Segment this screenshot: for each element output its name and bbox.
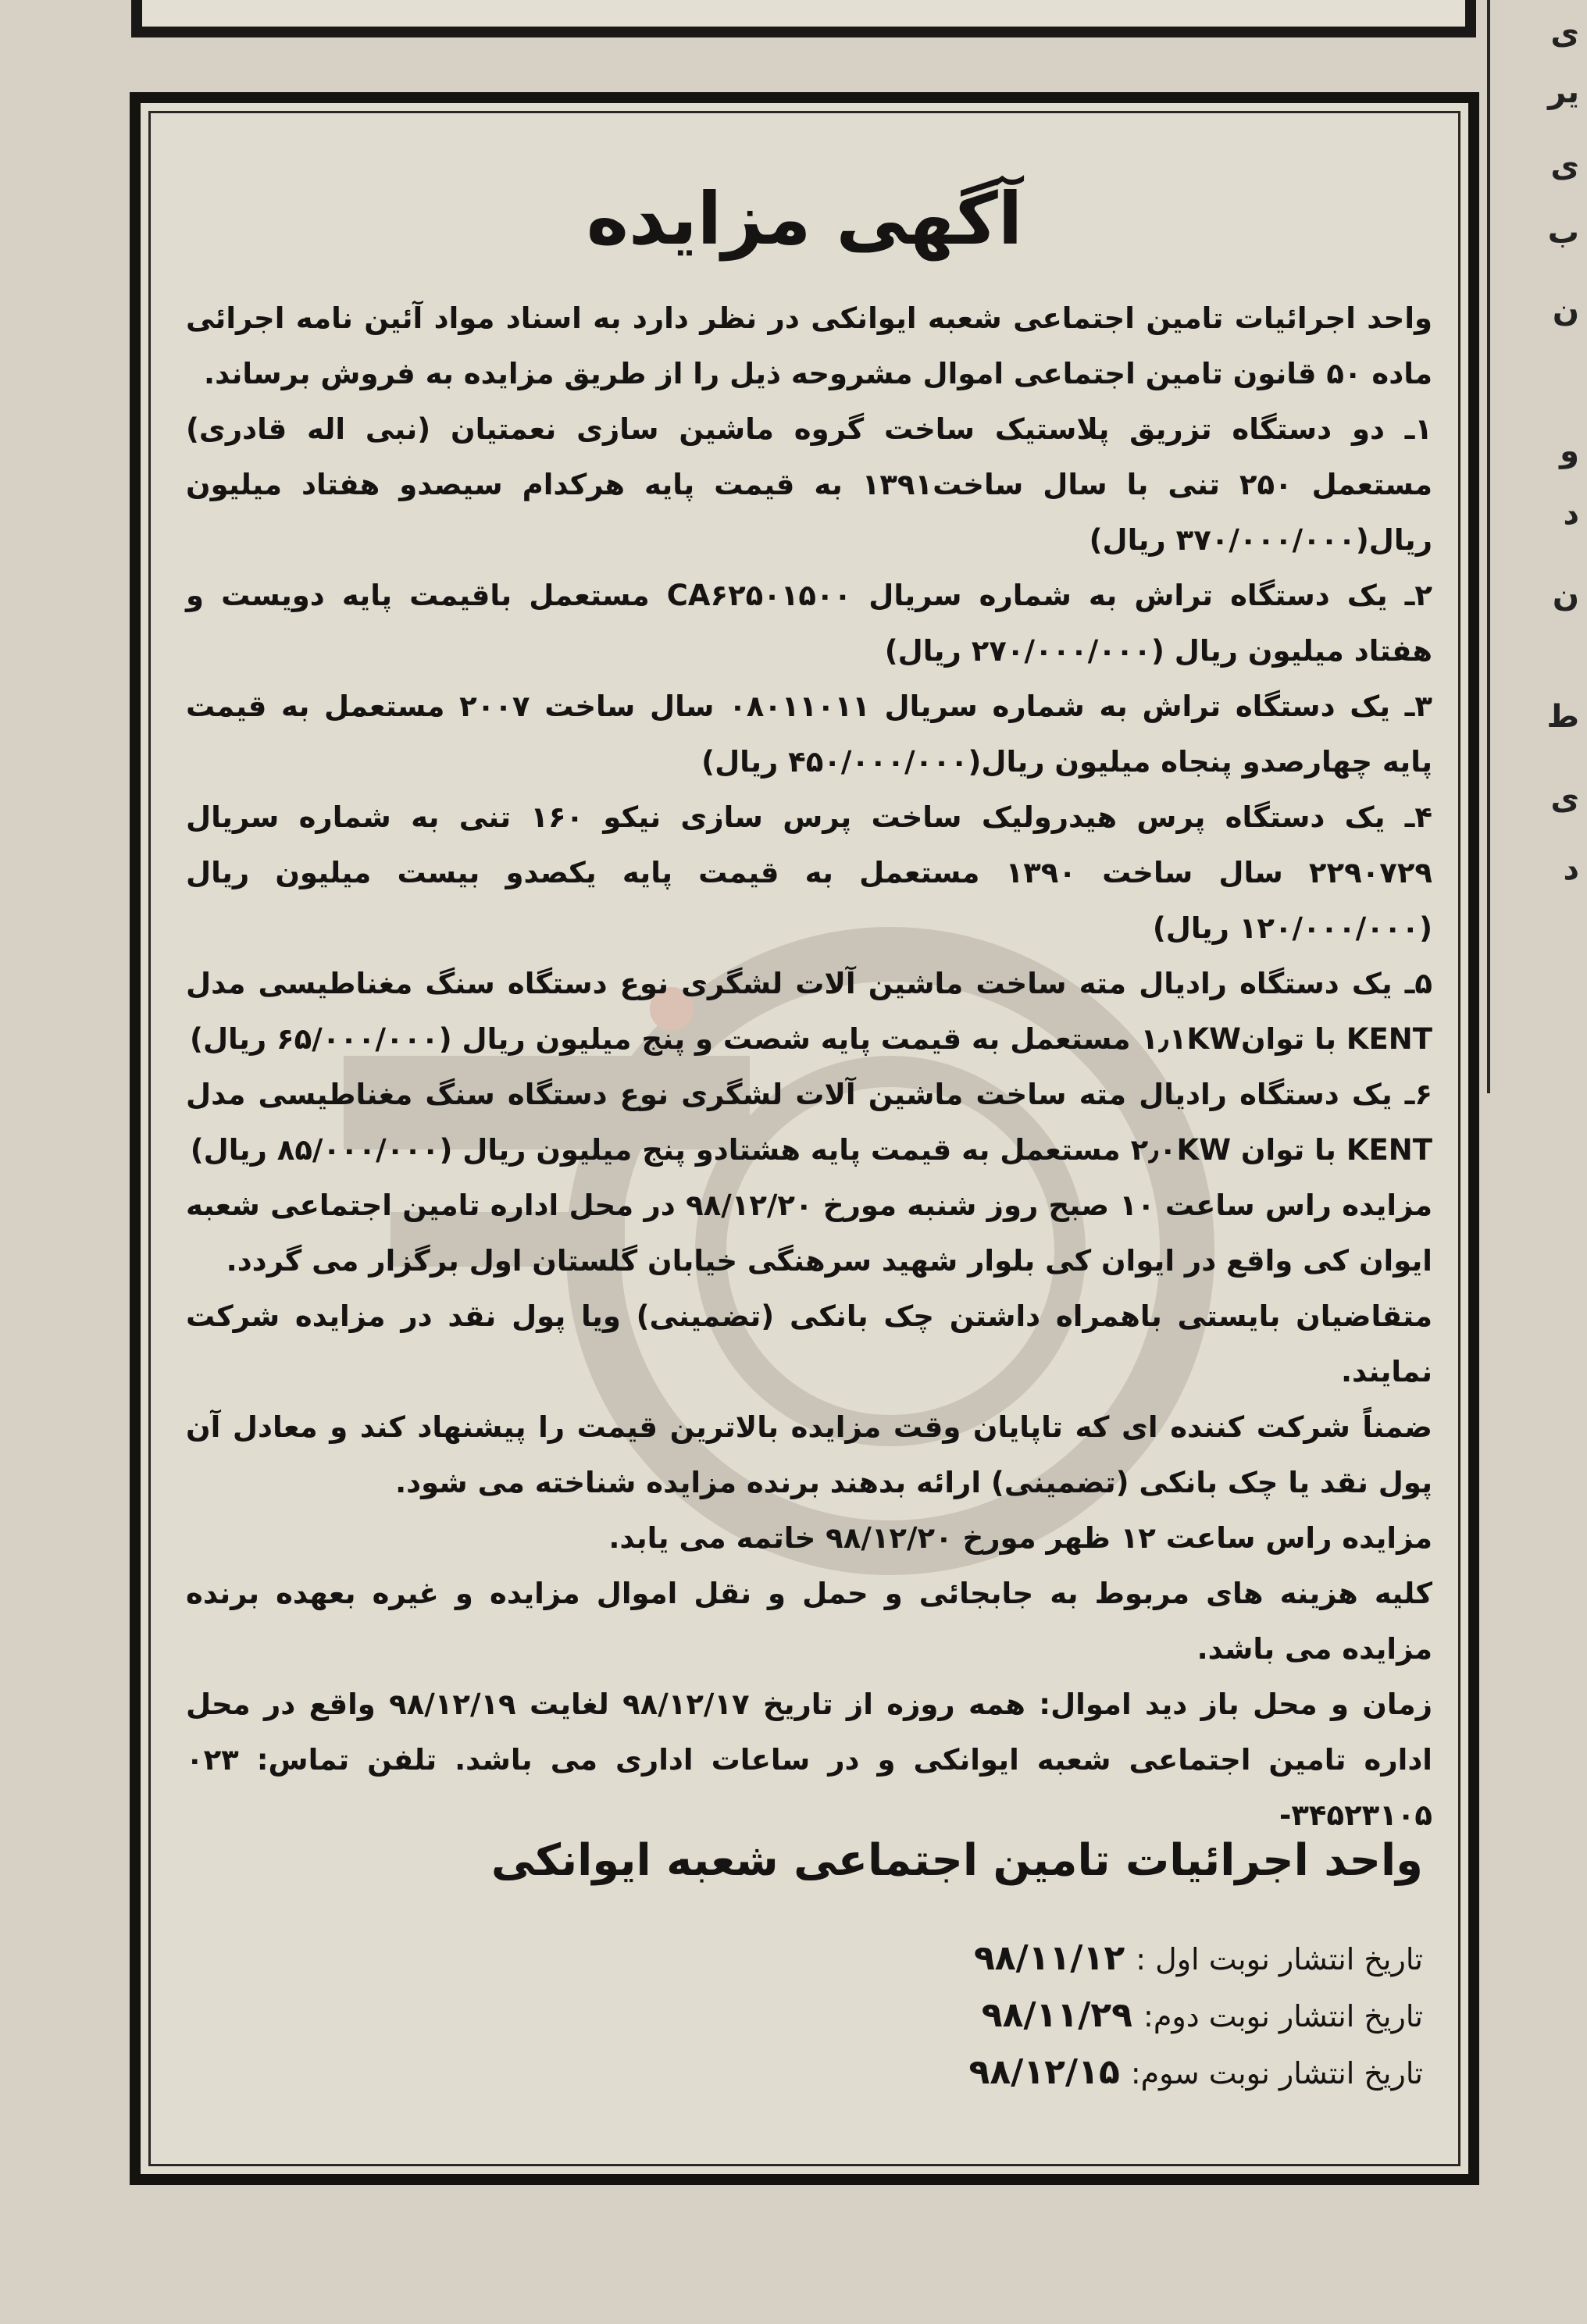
side-fragment: ی	[1550, 148, 1579, 184]
publish-date-row	[861, 1930, 1423, 1987]
list-item: ۳ـ یک دستگاه تراش به شماره سریال ۰۸۰۱۱۰۱۱ سال ساخت ۲۰۰۷ مستعمل به قیمت پایه چهارصدو پنجاه میلیون ریال(۴۵۰/۰۰۰/۰۰۰ ریال)	[186, 690, 1432, 779]
publish-date-label: تاریخ انتشار نوبت سوم:	[1130, 2056, 1423, 2091]
publish-date-value: ۹۸/۱۱/۱۲	[973, 1938, 1125, 1978]
intro-org: واحد اجرائیات تامین اجتماعی شعبه ایوانکی	[811, 301, 1432, 335]
notice-title: آگهی مزایده	[586, 177, 1023, 261]
winner-paragraph: ضمناً شرکت کننده ای که تاپایان وقت مزایده بالاترین قیمت را پیشنهاد کند و معادل آن پول نقد یا چک بانکی (تضمینی) ارائه بدهند برنده مزایده شناخته می شود.	[186, 1410, 1432, 1499]
side-fragment: ی	[1550, 781, 1579, 817]
publish-date-label: تاریخ انتشار نوبت دوم:	[1143, 1999, 1423, 2034]
requirements-paragraph: متقاضیان بایستی باهمراه داشتن چک بانکی (تضمینی) ویا پول نقد در مزایده شرکت نمایند.	[186, 1299, 1432, 1388]
publish-date-row	[861, 2044, 1423, 2101]
publish-date-label: تاریخ انتشار نوبت اول :	[1136, 1942, 1423, 1976]
publish-dates	[141, 1930, 1423, 2101]
side-fragment: د	[1563, 496, 1579, 532]
notice-body	[186, 290, 1432, 1843]
adjacent-column	[1487, 0, 1587, 1093]
end-time-paragraph: مزایده راس ساعت ۱۲ ظهر مورخ ۹۸/۱۲/۲۰ خاتمه می یابد.	[608, 1521, 1432, 1555]
side-fragment: و	[1560, 433, 1579, 469]
side-fragment: ط	[1546, 699, 1579, 735]
list-item: ۲ـ یک دستگاه تراش به شماره سریال CA۶۲۵۰۱۵۰۰ مستعمل باقیمت پایه دویست و هفتاد میلیون ریال (۲۷۰/۰۰۰/۰۰۰ ریال)	[186, 579, 1432, 668]
side-fragment: ی	[1550, 16, 1579, 52]
visit-text: زمان و محل باز دید اموال: همه روزه از تاریخ ۹۸/۱۲/۱۷ لغایت ۹۸/۱۲/۱۹ واقع در محل اداره تامین اجتماعی شعبه ایوانکی و در ساعات اداری می باشد. تلفن تماس:	[186, 1688, 1432, 1777]
intro-text: در نظر دارد به اسناد مواد آئین نامه اجرائی ماده ۵۰ قانون تامین اجتماعی اموال مشروحه ذیل را از طریق مزایده به فروش برساند.	[186, 301, 1432, 390]
publish-date-row	[861, 1987, 1423, 2044]
side-fragment: یر	[1548, 74, 1579, 110]
side-fragment: د	[1563, 851, 1579, 887]
publish-date-value: ۹۸/۱۲/۱۵	[968, 2052, 1120, 2092]
previous-ad-border	[131, 0, 1476, 37]
intro-paragraph	[186, 290, 1432, 401]
list-item: ۶ـ یک دستگاه رادیال مته ساخت ماشین آلات لشگری نوع دستگاه سنگ مغناطیسی مدل KENT با توان ۲٫۰KW مستعمل به قیمت پایه هشتادو پنج میلیون ریال (۸۵/۰۰۰/۰۰۰ ریال)	[186, 1078, 1432, 1167]
signature: واحد اجرائیات تامین اجتماعی شعبه ایوانکی	[490, 1835, 1423, 1886]
list-item: ۵ـ یک دستگاه رادیال مته ساخت ماشین آلات لشگری نوع دستگاه سنگ مغناطیسی مدل KENT با توان۱٫۱KW مستعمل به قیمت پایه شصت و پنج میلیون ریال (۶۵/۰۰۰/۰۰۰ ریال)	[186, 967, 1432, 1056]
side-fragment: ن	[1552, 293, 1579, 329]
costs-paragraph: کلیه هزینه های مربوط به جابجائی و حمل و نقل اموال مزایده و غیره بعهده برنده مزایده می باشد.	[186, 1577, 1432, 1666]
auction-time-paragraph: مزایده راس ساعت ۱۰ صبح روز شنبه مورخ ۹۸/۱۲/۲۰ در محل اداره تامین اجتماعی شعبه ایوان کی واقع در ایوان کی بلوار شهید سرهنگی خیابان گلستان اول برگزار می گردد.	[186, 1189, 1433, 1278]
side-fragment: ب	[1547, 215, 1579, 251]
visit-paragraph	[186, 1677, 1432, 1843]
publish-date-value: ۹۸/۱۱/۲۹	[981, 1995, 1133, 2035]
list-item: ۴ـ یک دستگاه پرس هیدرولیک ساخت پرس سازی نیکو ۱۶۰ تنی به شماره سریال ۲۲۹۰۷۲۹ سال ساخت ۱۳۹۰ مستعمل به قیمت پایه یکصدو بیست میلیون ریال (۱۲۰/۰۰۰/۰۰۰ ریال)	[186, 800, 1433, 945]
phone-number: ۰۲۳ -۳۴۵۲۳۱۰۵	[186, 1743, 1432, 1832]
side-fragment: ن	[1552, 578, 1579, 614]
list-item: ۱ـ دو دستگاه تزریق پلاستیک ساخت گروه ماشین سازی نعمتیان (نبی اله قادری) مستعمل ۲۵۰ تنی با سال ساخت۱۳۹۱ به قیمت پایه هرکدام سیصدو هفتاد میلیون ریال(۳۷۰/۰۰۰/۰۰۰ ریال)	[186, 412, 1432, 557]
auction-notice	[130, 92, 1479, 2185]
